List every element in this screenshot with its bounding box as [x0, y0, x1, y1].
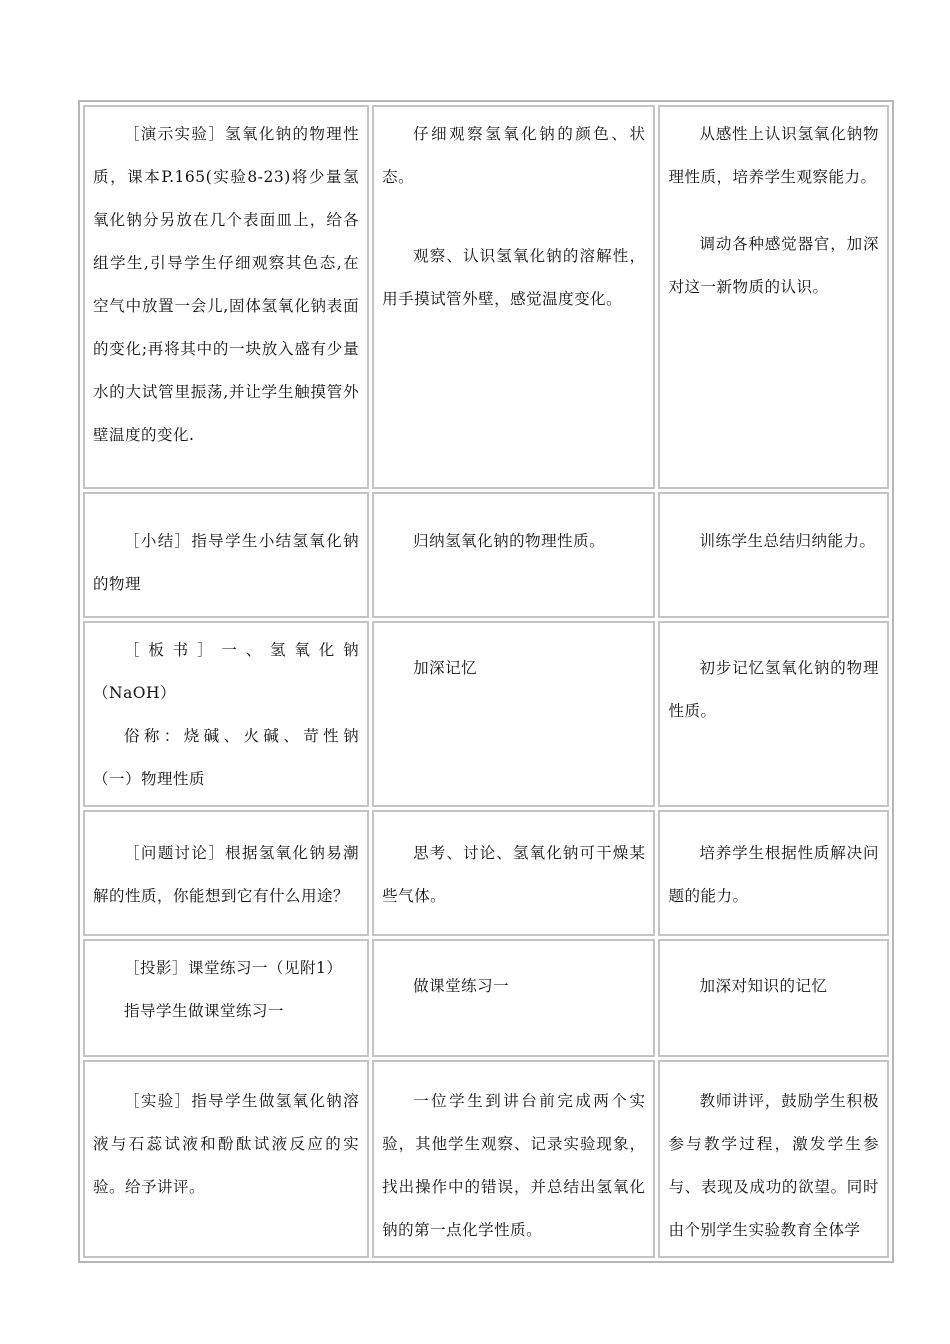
design-intent-cell [658, 492, 889, 618]
student-paragraph: 归纳氢氧化钠的物理性质。 [413, 532, 606, 550]
board-heading: ［板书］一、氢氧化钠（NaOH） [93, 641, 360, 702]
student-paragraph: 仔细观察氢氧化钠的颜色、状态。 [382, 125, 646, 186]
design-intent-cell [658, 621, 889, 807]
teacher-paragraph: ［实验］指导学生做氢氧化钠溶液与石蕊试液和酚酞试液反应的实验。给予讲评。 [93, 1092, 360, 1196]
student-paragraph: 做课堂练习一 [413, 977, 510, 995]
teacher-activity-cell [83, 492, 369, 618]
design-intent-cell [658, 1060, 889, 1258]
teacher-paragraph: ［问题讨论］根据氢氧化钠易潮解的性质，你能想到它有什么用途？ [93, 844, 360, 905]
design-intent-cell [658, 810, 889, 936]
teacher-activity-cell [83, 621, 369, 807]
student-paragraph: 一位学生到讲台前完成两个实验，其他学生观察、记录实验现象，找出操作中的错误，并总结出氢氧化钠的第一点化学性质。 [382, 1092, 646, 1239]
board-subheading: （一）物理性质 [93, 770, 206, 788]
design-intent-cell [658, 105, 889, 489]
student-paragraph: 观察、认识氢氧化钠的溶解性，用手摸试管外壁，感觉温度变化。 [382, 247, 646, 308]
intent-paragraph: 训练学生总结归纳能力。 [699, 532, 876, 550]
teacher-paragraph: ［小结］指导学生小结氢氧化钠的物理 [93, 532, 360, 593]
teacher-activity-cell [83, 105, 369, 489]
table-row [83, 1060, 889, 1258]
intent-paragraph: 调动各种感觉器官，加深对这一新物质的认识。 [668, 235, 879, 296]
intent-paragraph: 教师讲评，鼓励学生积极参与教学过程，激发学生参与、表现及成功的欲望。同时由个别学生实验教育全体学 [668, 1092, 879, 1239]
table-row [83, 939, 889, 1057]
teacher-paragraph: ［演示实验］氢氧化钠的物理性质，课本P.165(实验8-23)将少量氢氧化钠分另放在几个表面皿上，给各组学生,引导学生仔细观察其色态,在空气中放置一会儿,固体氢氧化钠表面的变化;再将其中的一块放入盛有少量水的大试管里振荡,并让学生触摸管外壁温度的变化. [93, 125, 360, 444]
teacher-activity-cell [83, 810, 369, 936]
student-activity-cell [372, 105, 655, 489]
intent-paragraph: 初步记忆氢氧化钠的物理性质。 [668, 659, 879, 720]
intent-paragraph: 从感性上认识氢氧化钠物理性质，培养学生观察能力。 [668, 125, 879, 186]
table-row [83, 105, 889, 489]
table-row [83, 810, 889, 936]
lesson-plan-table [78, 100, 894, 1263]
table-row [83, 492, 889, 618]
design-intent-cell [658, 939, 889, 1057]
table-row [83, 621, 889, 807]
student-activity-cell [372, 939, 655, 1057]
student-paragraph: 加深记忆 [413, 659, 478, 677]
board-alias: 俗称：烧碱、火碱、苛性钠 [124, 727, 360, 745]
intent-paragraph: 加深对知识的记忆 [699, 977, 828, 995]
intent-paragraph: 培养学生根据性质解决问题的能力。 [668, 844, 879, 905]
student-activity-cell [372, 621, 655, 807]
student-activity-cell [372, 1060, 655, 1258]
student-paragraph: 思考、讨论、氢氧化钠可干燥某些气体。 [382, 844, 646, 905]
teacher-paragraph: 指导学生做课堂练习一 [124, 1002, 285, 1020]
teacher-activity-cell [83, 939, 369, 1057]
student-activity-cell [372, 492, 655, 618]
teacher-activity-cell [83, 1060, 369, 1258]
student-activity-cell [372, 810, 655, 936]
teacher-paragraph: ［投影］课堂练习一（见附1） [124, 959, 343, 977]
